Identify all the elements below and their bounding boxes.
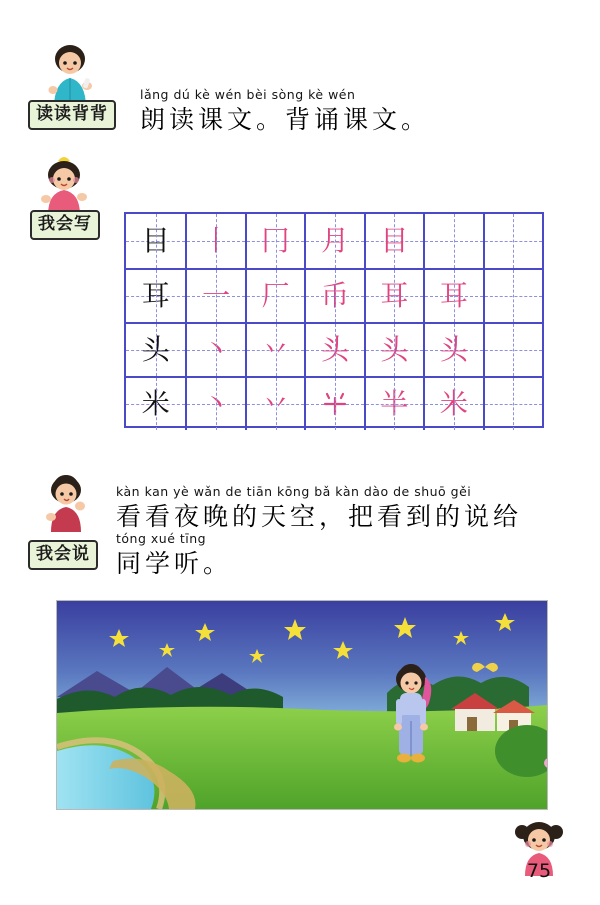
stroke-step: 头 bbox=[380, 333, 409, 366]
grid-cell[interactable] bbox=[483, 214, 542, 268]
grid-cell[interactable] bbox=[126, 378, 185, 430]
speak-hanzi-2: 同学听。 bbox=[116, 548, 233, 578]
grid-cell[interactable] bbox=[483, 324, 542, 376]
stroke-step bbox=[485, 270, 542, 322]
grid-cell[interactable] bbox=[483, 270, 542, 322]
stroke-step: 头 bbox=[439, 333, 468, 366]
grid-cell[interactable] bbox=[423, 324, 482, 376]
grid-cell[interactable] bbox=[304, 214, 363, 268]
grid-cell[interactable] bbox=[423, 214, 482, 268]
grid-cell[interactable] bbox=[185, 214, 244, 268]
stroke-step: 币 bbox=[320, 279, 349, 312]
speak-hanzi-1: 看看夜晚的天空，把看到的说给 bbox=[116, 501, 523, 531]
stroke-step-half bbox=[306, 378, 363, 430]
stroke-step: 丷 bbox=[261, 333, 290, 366]
grid-cell[interactable] bbox=[245, 214, 304, 268]
stroke-step: 耳 bbox=[439, 279, 468, 312]
stroke-step bbox=[485, 214, 542, 268]
grid-cell[interactable] bbox=[126, 324, 185, 376]
model-character: 耳 bbox=[141, 279, 170, 312]
stroke-step: 耳 bbox=[380, 279, 409, 312]
stroke-step: 冂 bbox=[261, 224, 290, 257]
grid-cell[interactable] bbox=[185, 324, 244, 376]
stroke-step: 头 bbox=[320, 333, 349, 366]
stroke-step: 丷 bbox=[261, 387, 290, 420]
writing-practice-grid bbox=[124, 212, 544, 428]
stroke-step: 厂 bbox=[261, 279, 290, 312]
stroke-step: 丨 bbox=[202, 224, 231, 257]
section-badge-read-aloud: 读读背背 bbox=[28, 100, 116, 130]
grid-cell[interactable] bbox=[364, 378, 423, 430]
section-badge-speak: 我会说 bbox=[28, 540, 98, 570]
stroke-step: 米 bbox=[439, 387, 468, 420]
speak-text-line-2 bbox=[116, 532, 232, 579]
stroke-step: 丶 bbox=[202, 387, 231, 420]
stroke-step: 月 bbox=[320, 224, 349, 257]
grid-cell[interactable] bbox=[126, 270, 185, 322]
grid-cell[interactable] bbox=[423, 270, 482, 322]
grid-cell[interactable] bbox=[185, 378, 244, 430]
model-character: 目 bbox=[141, 224, 170, 257]
speak-text-line-1 bbox=[116, 485, 522, 532]
stroke-step bbox=[485, 378, 542, 430]
model-character: 头 bbox=[141, 333, 170, 366]
grid-cell[interactable] bbox=[364, 270, 423, 322]
model-character: 米 bbox=[141, 387, 170, 420]
stroke-step: 半 bbox=[380, 387, 409, 420]
grid-cell[interactable] bbox=[185, 270, 244, 322]
section-badge-write: 我会写 bbox=[30, 210, 100, 240]
stroke-step: 目 bbox=[380, 224, 409, 257]
grid-cell[interactable] bbox=[245, 270, 304, 322]
speak-pinyin-2: tóng xué tīng bbox=[116, 531, 207, 546]
speak-pinyin-1: kàn kan yè wǎn de tiān kōng bǎ kàn dào de shuō gěi bbox=[116, 484, 472, 499]
grid-cell[interactable] bbox=[364, 324, 423, 376]
read-aloud-hanzi: 朗读课文。背诵课文。 bbox=[140, 104, 431, 134]
read-aloud-pinyin: lǎng dú kè wén bèi sòng kè wén bbox=[140, 87, 356, 102]
grid-cell[interactable] bbox=[483, 378, 542, 430]
grid-row bbox=[126, 322, 542, 376]
grid-cell[interactable] bbox=[245, 378, 304, 430]
grid-cell[interactable] bbox=[126, 214, 185, 268]
night-sky-illustration bbox=[56, 600, 548, 810]
grid-row bbox=[126, 268, 542, 322]
read-aloud-text bbox=[140, 88, 430, 135]
girl-writing-icon bbox=[32, 155, 96, 217]
grid-row bbox=[126, 214, 542, 268]
stroke-step: 丶 bbox=[202, 333, 231, 366]
grid-row bbox=[126, 376, 542, 430]
grid-cell[interactable] bbox=[304, 378, 363, 430]
stroke-step bbox=[425, 214, 482, 268]
boy-speaking-icon bbox=[36, 472, 96, 534]
stroke-step bbox=[485, 324, 542, 376]
grid-cell[interactable] bbox=[245, 324, 304, 376]
grid-cell[interactable] bbox=[423, 378, 482, 430]
page-number: 75 bbox=[526, 860, 552, 882]
grid-cell[interactable] bbox=[364, 214, 423, 268]
grid-cell[interactable] bbox=[304, 270, 363, 322]
grid-cell[interactable] bbox=[304, 324, 363, 376]
stroke-step: 一 bbox=[202, 279, 231, 312]
